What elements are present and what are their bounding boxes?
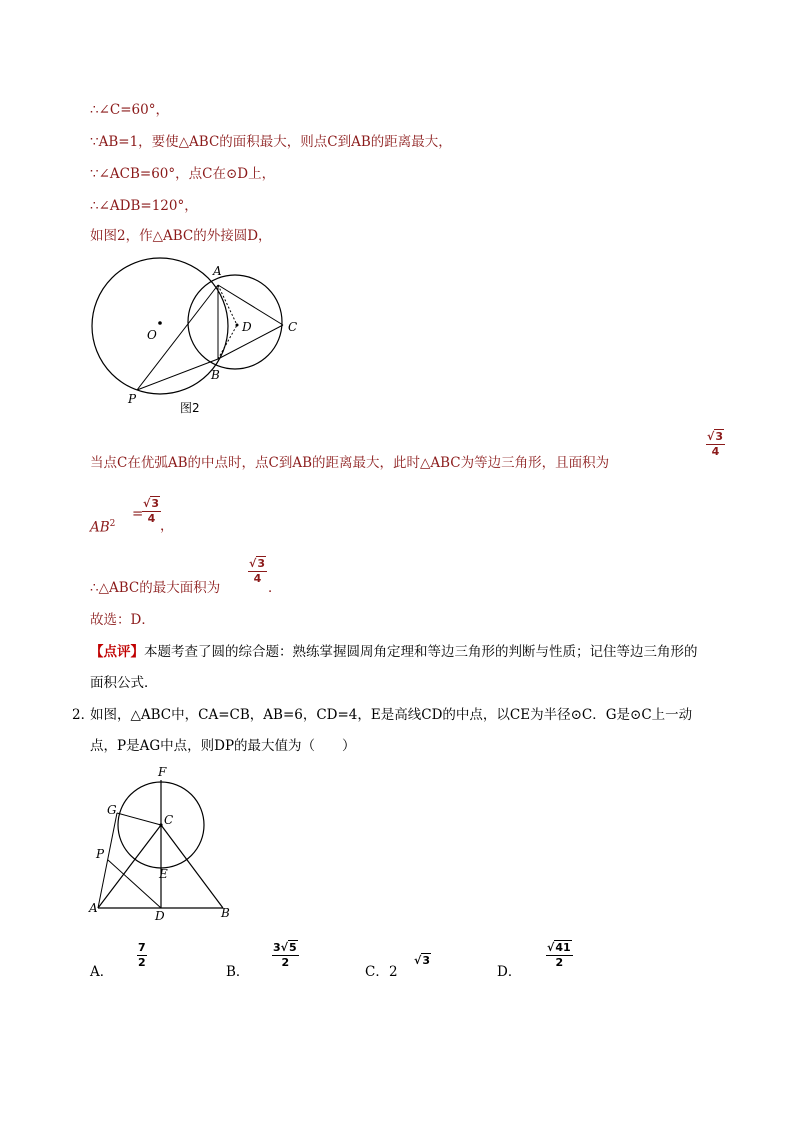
solution-line-1: ∴∠C=60°， (90, 102, 169, 118)
equals-sign: = (132, 506, 144, 522)
segment-gc (117, 813, 161, 825)
comment-line-1 (90, 642, 698, 662)
solution-line-6: 当点C在优弧AB的中点时，点C到AB的距离最大，此时△ABC为等边三角形，且面积为 (90, 455, 610, 471)
option-c-label[interactable]: C． (365, 964, 389, 980)
label-d: D (155, 909, 165, 922)
point-d (236, 324, 239, 327)
label-o: O (147, 328, 157, 342)
label-c: C (288, 320, 298, 334)
circle-o (92, 258, 228, 394)
label-p: P (96, 847, 105, 861)
option-a-label[interactable]: A． (90, 964, 114, 980)
label-p: P (128, 392, 137, 406)
answer-choice: 故选：D． (90, 612, 155, 628)
option-b-value[interactable]: $\frac{3√5}{2}$ (273, 941, 297, 969)
label-a: A (213, 264, 222, 278)
solution-line-3: ∵∠ACB=60°，点C在⊙D上， (90, 166, 276, 182)
question-text-1: 如图，△ABC中，CA=CB，AB=6，CD=4，E是高线CD的中点，以CE为半径⊙C．G是⊙C上一动 (90, 707, 693, 723)
circle-d (188, 275, 282, 369)
line-7-suffix: ， (160, 518, 174, 534)
figure-triangle-circle (85, 762, 245, 922)
comment-tag: 【点评】 (90, 644, 144, 660)
line-8-suffix: ． (268, 580, 282, 596)
question-text-2: 点，P是AG中点，则DP的最大值为（ ） (90, 738, 356, 754)
option-b-label[interactable]: B． (226, 964, 250, 980)
comment-text: 本题考查了圆的综合题：熟练掌握圆周角定理和等边三角形的判断与性质；记住等边三角形的 (144, 644, 698, 660)
label-c: C (164, 813, 174, 827)
solution-line-2: ∵AB=1，要使△ABC的面积最大，则点C到AB的距离最大， (90, 134, 452, 150)
solution-line-7: $AB^2$ (90, 519, 116, 536)
question-number: 2． (72, 707, 95, 723)
fraction-sqrt3-over-4-c: $\frac{√3}{4}$ (249, 557, 265, 585)
option-c-value[interactable]: 2 (389, 964, 398, 980)
option-c-sqrt[interactable]: √3 (414, 954, 430, 967)
solution-line-4: ∴∠ADB=120°， (90, 198, 198, 214)
solution-line-8: ∴△ABC的最大面积为 (90, 580, 221, 596)
solution-line-5: 如图2，作△ABC的外接圆D， (90, 228, 272, 244)
label-b: B (211, 368, 220, 382)
label-f: F (158, 765, 167, 779)
point-c (159, 823, 162, 826)
comment-line-2: 面积公式． (90, 675, 158, 691)
figure-circumcircle (85, 255, 315, 420)
fraction-sqrt3-over-4-a: $\frac{√3}{4}$ (707, 430, 723, 458)
option-d-value[interactable]: $\frac{√41}{2}$ (547, 941, 571, 969)
label-d: D (242, 320, 252, 334)
point-o (158, 321, 162, 325)
label-a: A (89, 901, 98, 915)
option-d-label[interactable]: D． (497, 964, 522, 980)
option-a-value[interactable]: $\frac{7}{2}$ (138, 941, 146, 969)
fraction-sqrt3-over-4-b: $\frac{√3}{4}$ (143, 497, 159, 525)
label-e: E (159, 867, 168, 881)
label-g: G (107, 803, 117, 817)
label-b: B (221, 906, 230, 920)
figure-caption: 图2 (180, 401, 200, 415)
